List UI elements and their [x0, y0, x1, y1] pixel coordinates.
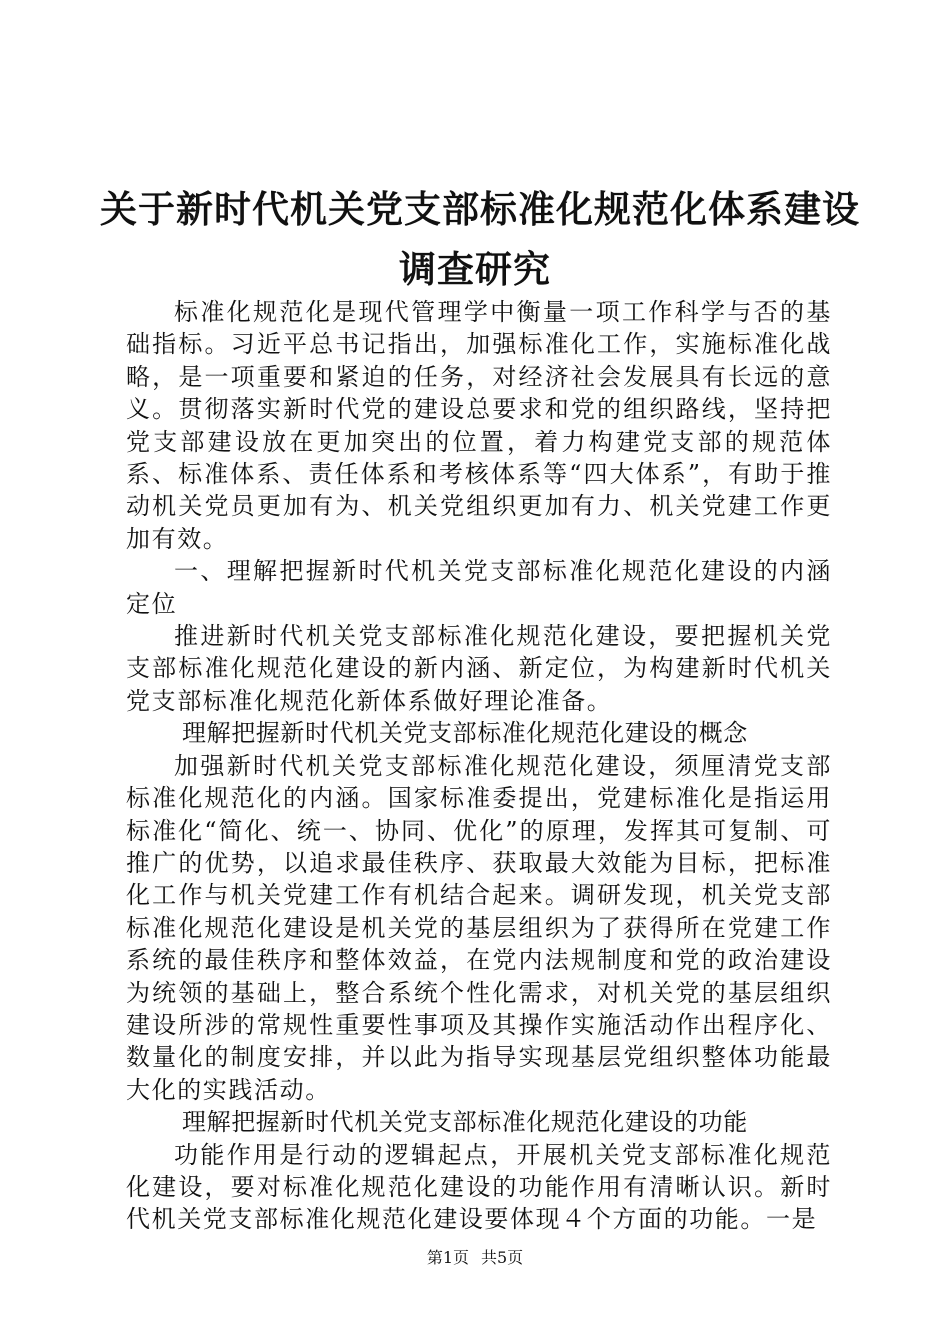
page-count: 共5页: [481, 1248, 524, 1267]
subheading-function: 理解把握新时代机关党支部标准化规范化建设的功能: [182, 1108, 748, 1137]
paragraph-function: 功能作用是行动的逻辑起点，开展机关党支部标准化规范化建设，要对标准化规范化建设的功能作用有清晰认识。新时代机关党支部标准化规范化建设要体现４个方面的功能。一是: [126, 1140, 832, 1234]
document-title-line-1: 关于新时代机关党支部标准化规范化体系建设: [100, 188, 860, 231]
page-number: 第1页: [426, 1248, 469, 1267]
page-footer: [0, 1248, 950, 1268]
paragraph-section-1: 推进新时代机关党支部标准化规范化建设，要把握机关党支部标准化规范化建设的新内涵、新定位，为构建新时代机关党支部标准化规范化新体系做好理论准备。: [126, 622, 832, 715]
document-title-line-2: 调查研究: [399, 248, 551, 291]
document-body: [126, 296, 832, 1236]
paragraph-concept: 加强新时代机关党支部标准化规范化建设，须厘清党支部标准化规范化的内涵。国家标准委提出，党建标准化是指运用标准化“简化、统一、协同、优化”的原理，发挥其可复制、可推广的优势，以追求最佳秩序、获取最大效能为目标，把标准化工作与机关党建工作有机结合起来。调研发现，机关党支部标准化规范化建设是机关党的基层组织为了获得所在党建工作系统的最佳秩序和整体效益，在党内法规制度和党的政治建设为统领的基础上，整合系统个性化需求，对机关党的基层组织建设所涉的常规性重要性事项及其操作实施活动作出程序化、数量化的制度安排，并以此为指导实现基层党组织整体功能最大化的实践活动。: [126, 751, 832, 1104]
section-heading-1: 一、理解把握新时代机关党支部标准化规范化建设的内涵定位: [126, 557, 832, 618]
subheading-concept: 理解把握新时代机关党支部标准化规范化建设的概念: [182, 719, 748, 748]
paragraph-intro: 标准化规范化是现代管理学中衡量一项工作科学与否的基础指标。习近平总书记指出，加强标准化工作，实施标准化战略，是一项重要和紧迫的任务，对经济社会发展具有长远的意义。贯彻落实新时代党的建设总要求和党的组织路线，坚持把党支部建设放在更加突出的位置，着力构建党支部的规范体系、标准体系、责任体系和考核体系等“四大体系”，有助于推动机关党员更加有为、机关党组织更加有力、机关党建工作更加有效。: [126, 298, 832, 553]
